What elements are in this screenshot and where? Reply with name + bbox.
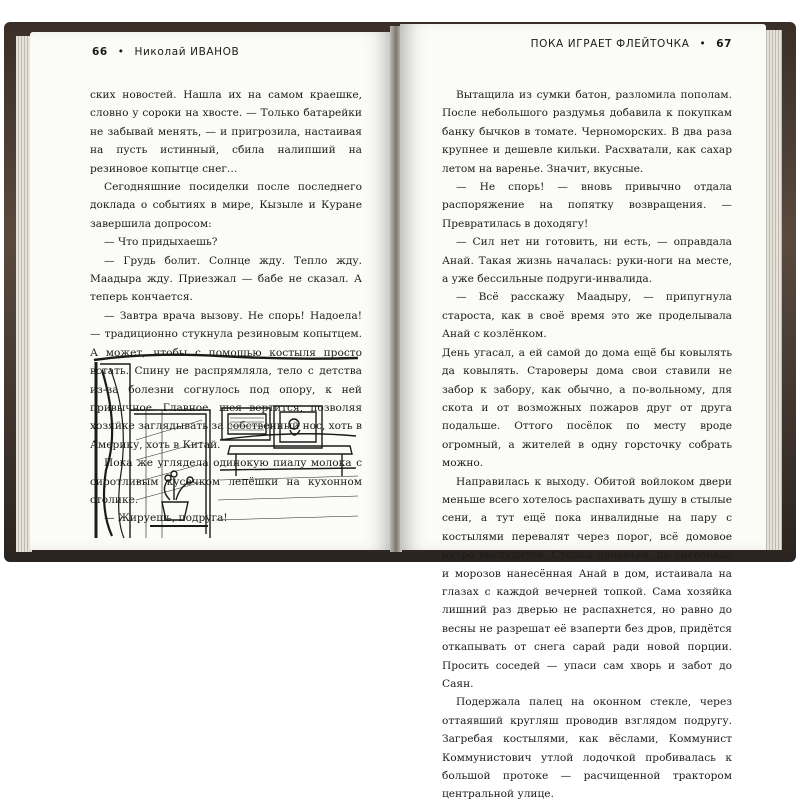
paragraph: — Жируешь, подруга! — [104, 512, 228, 525]
right-page-text — [442, 86, 732, 804]
left-page-header — [92, 46, 239, 58]
left-running-title: Николай ИВАНОВ — [134, 46, 240, 58]
paragraph: Направилась к выходу. Обитой войлоком двери меньше всего хотелось распахивать душу в стылые сени, а тут ещё пока инвалидные на пару с костылями перевалят через порог, всё домовое нутро выстудится. Стопка поленьев, до снегопада и морозов нанесённая Анай в дом, истаивала на глазах с каждой вечерней топкой. Сама хозяйка лишний раз дверью не распахнется, но равно до весны не разрешат её взаперти без дров, придётся откапывать от снега сарай ради новой порции. Просить соседей — упаси сам хворь и забот до Саян. — [442, 475, 732, 690]
paragraph: — Что придыхаешь? — [104, 236, 218, 249]
window-sketch-illustration — [90, 350, 362, 540]
paragraph: — Грудь болит. Солнце жду. Тепло жду. Маадыра жду. Приезжал — бабе не сказал. А теперь кончается. — [90, 254, 362, 304]
paragraph: День угасал, а ей самой до дома ещё бы ковылять да ковылять. Староверы дома свои ставили не забор к забору, как обычно, а по-вольному, для скота и от возможных пожаров друг от друга подальше. Оттого посёлок по месту вроде огромный, а жителей в одну горсточку собрать можно. — [442, 346, 732, 470]
paragraph: Пока же углядела одинокую пиалу молока с сиротливым кусочком лепёшки на кухонном столике. — [90, 457, 362, 506]
paragraph: Вытащила из сумки батон, разломила пополам. После небольшого раздумья добавила к покупкам банку бычков в томате. Черноморских. В два раза крупнее и дешевле кильки. Расхватали, как сахар летом на варенье. Значит, вкусные. — [442, 89, 732, 175]
left-page — [30, 32, 392, 550]
header-separator: • — [117, 46, 125, 58]
left-page-number: 66 — [92, 46, 108, 58]
paragraph: Сегодняшние посиделки после последнего доклада о событиях в мире, Кызыле и Куране завершила допросом: — [90, 181, 362, 230]
header-separator: • — [699, 38, 707, 50]
paragraph: — Всё расскажу Маадыру, — припугнула староста, как в своё время это же проделывала Анай с козлёнком. — [442, 291, 732, 341]
right-running-title: ПОКА ИГРАЕТ ФЛЕЙТОЧКА — [530, 38, 690, 50]
right-page-header — [531, 38, 732, 50]
right-page-number: 67 — [716, 38, 732, 50]
paragraph: — Сил нет ни готовить, ни есть, — оправдала Анай. Такая жизнь началась: руки-ноги на месте, а уже бессильные подруги-инвалида. — [442, 236, 732, 286]
right-page-edges — [764, 30, 782, 550]
paragraph: — Завтра врача вызову. Не спорь! Надоела! — традиционно стукнула резиновым копытцем. А может, чтобы с помощью костыля просто встать. Спину не распрямляла, тело с детства из-за болезни согнулось под опору, к ней привычное. Главное, шея вертится, позволяя хозяйке заглядывать за собственный нос, хоть в Америку, хоть в Китай. — [90, 309, 362, 451]
paragraph: Подержала палец на оконном стекле, через оттаявший кругляш проводив взглядом подругу. Загребая костылями, как вёслами, Коммунист Коммунистович утлой лодочкой пробивалась к большой протоке — расчищенной трактором центральной улице. — [442, 696, 732, 801]
paragraph: ских новостей. Нашла их на самом краешке, словно у сороки на хвосте. — Только батарейки не забывай менять, — и пригрозила, настаивая на пусть истинный, сбила налипший на резиновое копытце снег… — [90, 89, 362, 175]
paragraph: — Не спорь! — вновь привычно отдала распоряжение на попятку возвращения. — Превратилась в доходягу! — [442, 181, 732, 230]
right-page — [400, 24, 766, 801]
